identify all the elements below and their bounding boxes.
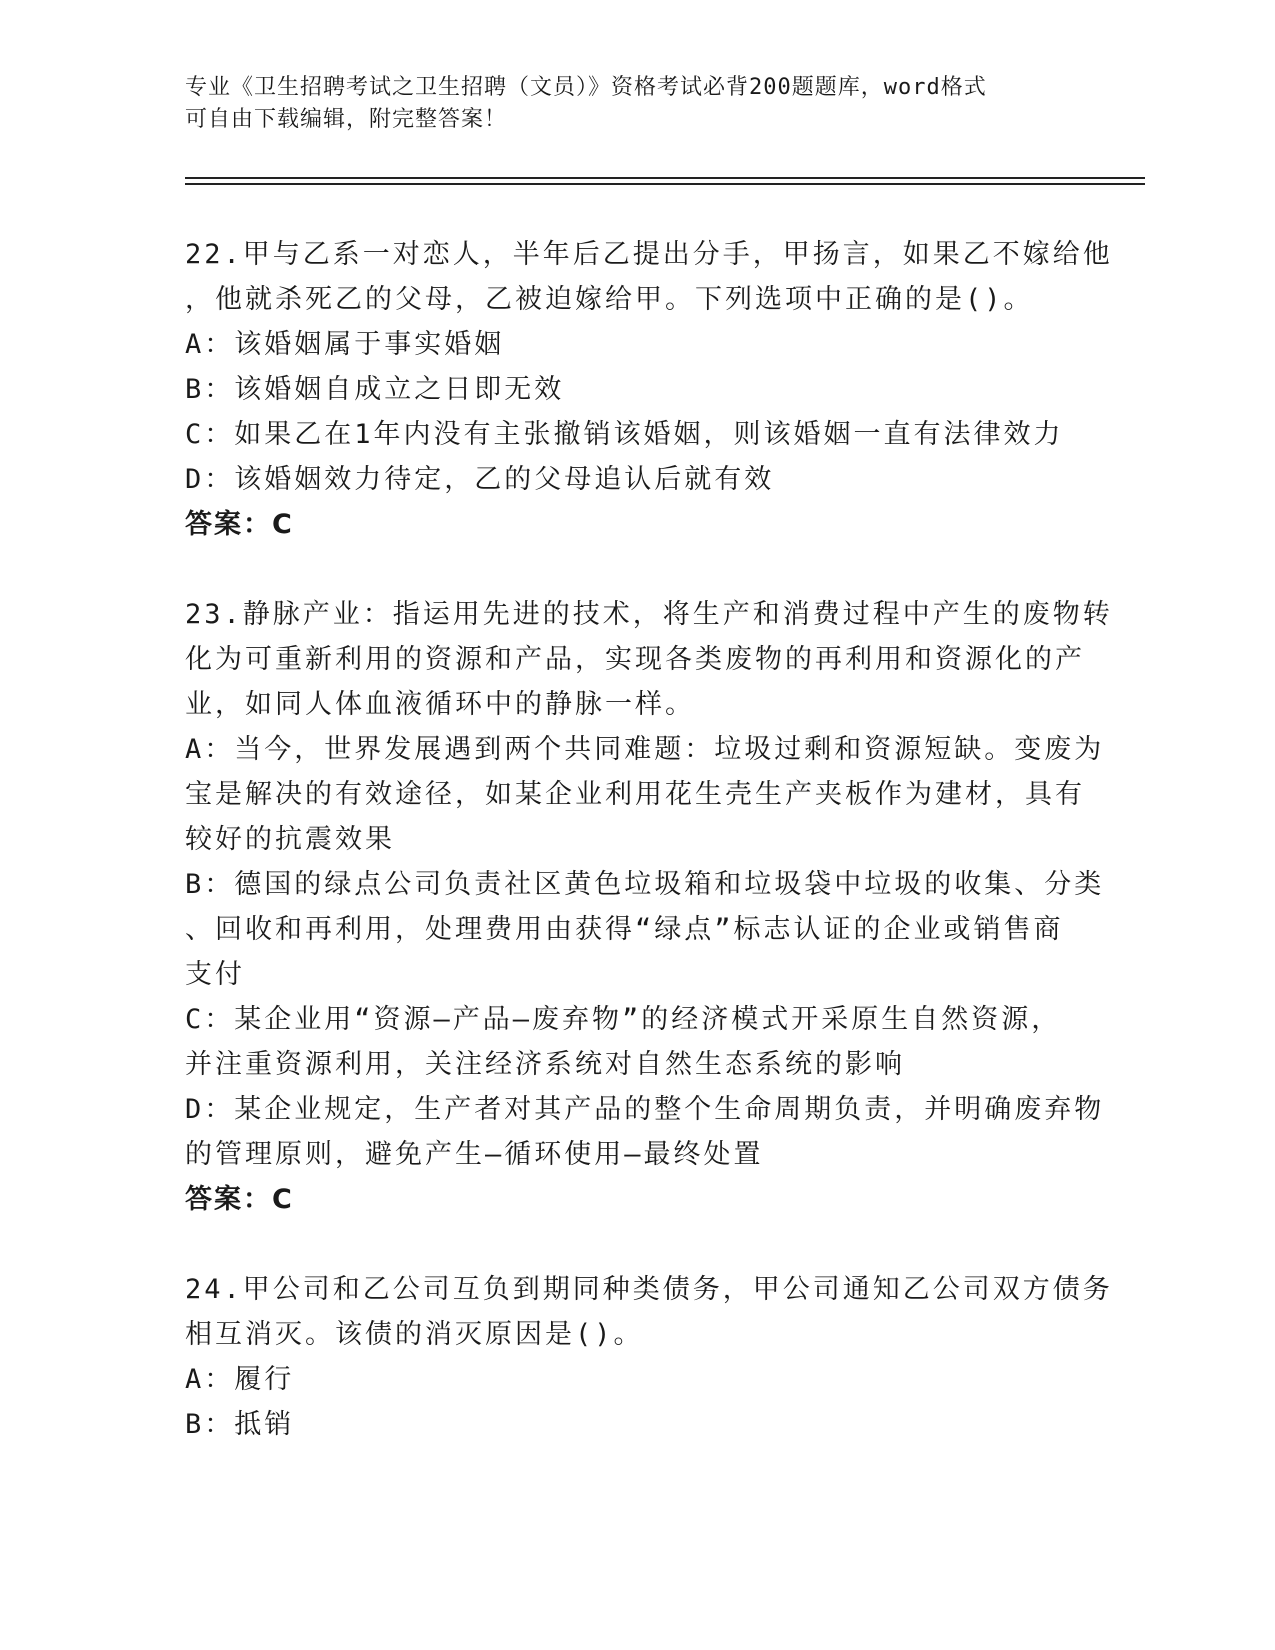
question-text-line: 业，如同人体血液循环中的静脉一样。 [185, 689, 695, 720]
question-text-line: 24.甲公司和乙公司互负到期同种类债务，甲公司通知乙公司双方债务 [185, 1274, 1113, 1305]
header-line-1: 专业《卫生招聘考试之卫生招聘（文员）》资格考试必背200题题库，word格式 [185, 75, 987, 100]
option-text-line: A：履行 [185, 1364, 295, 1395]
option-text-line: B：德国的绿点公司负责社区黄色垃圾箱和垃圾袋中垃圾的收集、分类 [185, 869, 1105, 900]
question-spacer [185, 547, 1085, 592]
document-header [185, 72, 1065, 136]
header-line-2: 可自由下载编辑，附完整答案！ [185, 107, 508, 132]
option-text-line: B：该婚姻自成立之日即无效 [185, 374, 565, 405]
header-divider-bottom [185, 183, 1145, 185]
question-block [185, 232, 1113, 547]
question-text-line: 22.甲与乙系一对恋人，半年后乙提出分手，甲扬言，如果乙不嫁给他 [185, 239, 1113, 270]
option-text-line: 、回收和再利用，处理费用由获得“绿点”标志认证的企业或销售商 [185, 914, 1064, 945]
answer-option [185, 322, 1085, 367]
question-block [185, 1267, 1113, 1447]
answer-option [185, 412, 1085, 457]
option-text-line: 的管理原则，避免产生—循环使用—最终处置 [185, 1139, 764, 1170]
question-spacer [185, 1222, 1085, 1267]
answer-option [185, 1087, 1105, 1177]
option-text-line: 宝是解决的有效途径，如某企业利用花生壳生产夹板作为建材，具有 [185, 779, 1085, 810]
answer-option [185, 1402, 1085, 1447]
option-text-line: B：抵销 [185, 1409, 295, 1440]
header-divider-top [185, 177, 1145, 179]
option-text-line: 较好的抗震效果 [185, 824, 395, 855]
question-text-line: 23.静脉产业：指运用先进的技术，将生产和消费过程中产生的废物转 [185, 599, 1113, 630]
answer-option [185, 367, 1085, 412]
option-text-line: 并注重资源利用，关注经济系统对自然生态系统的影响 [185, 1049, 905, 1080]
answer-option [185, 1357, 1085, 1402]
answer-option [185, 727, 1105, 862]
answer-option [185, 997, 1085, 1087]
question-block [185, 592, 1113, 1222]
option-text-line: D：该婚姻效力待定，乙的父母追认后就有效 [185, 464, 775, 495]
option-text-line: D：某企业规定，生产者对其产品的整个生命周期负责，并明确废弃物 [185, 1094, 1105, 1125]
option-text-line: A：当今，世界发展遇到两个共同难题：垃圾过剩和资源短缺。变废为 [185, 734, 1105, 765]
question-text-line: ，他就杀死乙的父母，乙被迫嫁给甲。下列选项中正确的是()。 [185, 284, 1034, 315]
option-text-line: C：如果乙在1年内没有主张撤销该婚姻，则该婚姻一直有法律效力 [185, 419, 1064, 450]
option-text-line: C：某企业用“资源—产品—废弃物”的经济模式开采原生自然资源， [185, 1004, 1062, 1035]
answer-key: 答案：C [185, 509, 294, 540]
answer-option [185, 862, 1105, 997]
question-text-line: 化为可重新利用的资源和产品，实现各类废物的再利用和资源化的产 [185, 644, 1085, 675]
question-list [185, 232, 1113, 1447]
answer-option [185, 457, 1085, 502]
option-text-line: 支付 [185, 959, 245, 990]
option-text-line: A：该婚姻属于事实婚姻 [185, 329, 505, 360]
answer-key: 答案：C [185, 1184, 294, 1215]
question-text-line: 相互消灭。该债的消灭原因是()。 [185, 1319, 644, 1350]
